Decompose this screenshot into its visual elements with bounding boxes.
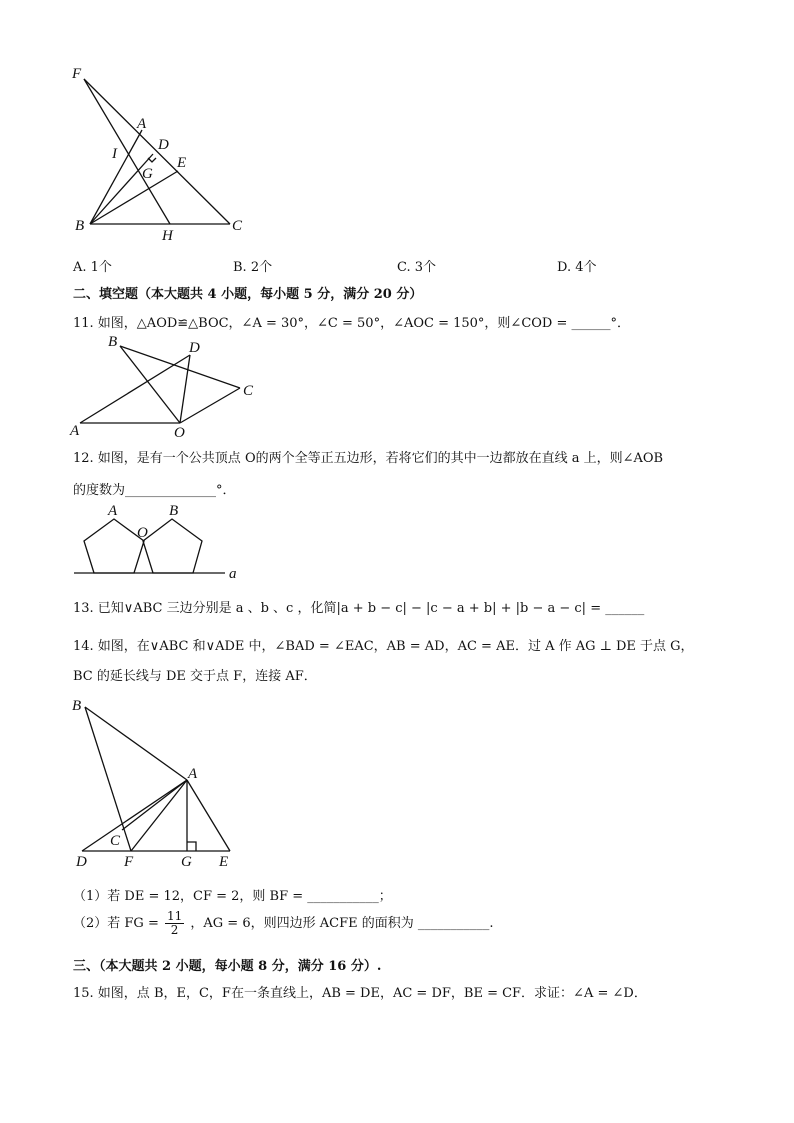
segment-ac [122,780,187,830]
label-E: E [177,155,187,171]
label-C: C [110,833,121,849]
label-A: A [70,423,80,439]
q11-text: 11. 如图，△AOD≌△BOC，∠A = 30°，∠C = 50°，∠AOC = 150°，则∠COD = ______°． [73,316,631,331]
fraction-numerator: 11 [166,909,183,923]
fraction-11-over-2 [165,910,184,937]
q12-figure [65,500,255,585]
option-c: C. 3个 [397,260,437,275]
segment-af [131,780,187,851]
option-a: A. 1个 [73,260,112,275]
pentagon-right [143,519,202,573]
label-G: G [142,166,153,182]
q12-line1: 12. 如图，是有一个公共顶点 O的两个全等正五边形，若将它们的其中一边都放在直线 a 上，则∠AOB [73,451,664,466]
segment-bc [120,346,240,388]
q14-sub1: （1）若 DE = 12，CF = 2，则 BF = ___________； [73,889,392,904]
q14-sub2 [73,910,493,937]
label-A: A [188,766,198,782]
label-C: C [243,383,254,399]
label-a: a [229,566,237,582]
label-B: B [108,334,118,350]
segment-bf [85,707,131,851]
label-E: E [219,854,229,870]
label-G: G [181,854,192,870]
label-D: D [76,854,87,870]
segment-da [82,780,187,851]
q14-sub2-prefix: （2）若 FG = [73,916,159,931]
q14-figure [65,690,245,870]
label-I: I [112,146,117,162]
option-d: D. 4个 [557,260,597,275]
q14-line2: BC 的延长线与 DE 交于点 F，连接 AF． [73,669,317,684]
segment-ae [187,780,230,851]
label-F: F [72,66,82,82]
right-angle-mark-d [148,158,156,162]
section3-heading: 三、（本大题共 2 小题，每小题 8 分，满分 16 分）. [73,959,382,974]
q11-figure [65,333,265,443]
label-B: B [169,503,179,519]
segment-ba [90,130,142,224]
q14-sub2-suffix: ，AG = 6，则四边形 ACFE 的面积为 ___________. [190,916,494,931]
segment-co [180,388,240,423]
section2-heading: 二、填空题（本大题共 4 小题，每小题 5 分，满分 20 分） [73,287,423,302]
right-angle-mark-g [187,842,196,851]
q10-figure [60,60,260,245]
label-O: O [137,525,148,541]
label-O: O [174,425,185,441]
label-H: H [162,228,173,244]
label-B: B [72,698,82,714]
q12-line2: 的度数为______________°． [73,483,236,498]
segment-bd [90,154,153,224]
label-A: A [137,116,147,132]
label-C: C [232,218,243,234]
segment-bo [120,346,180,423]
pentagon-left [84,519,144,573]
fraction-denominator: 2 [170,923,179,937]
label-D: D [189,340,200,356]
q15-text: 15. 如图，点 B，E，C，F在一条直线上，AB = DE，AC = DF，BE = CF．求证：∠A = ∠D． [73,986,647,1001]
label-B: B [75,218,85,234]
label-A: A [108,503,118,519]
label-D: D [158,137,169,153]
q13-text: 13. 已知∨ABC 三边分别是 a 、b 、c ，化简|a + b − c| − |c − a + b| + |b − a − c| = ______ [73,601,645,616]
option-b: B. 2个 [233,260,273,275]
segment-do [180,355,190,423]
segment-ba [85,707,187,780]
label-F: F [124,854,134,870]
q14-line1: 14. 如图，在∨ABC 和∨ADE 中，∠BAD = ∠EAC，AB = AD，AC = AE．过 A 作 AG ⊥ DE 于点 G， [73,639,694,654]
